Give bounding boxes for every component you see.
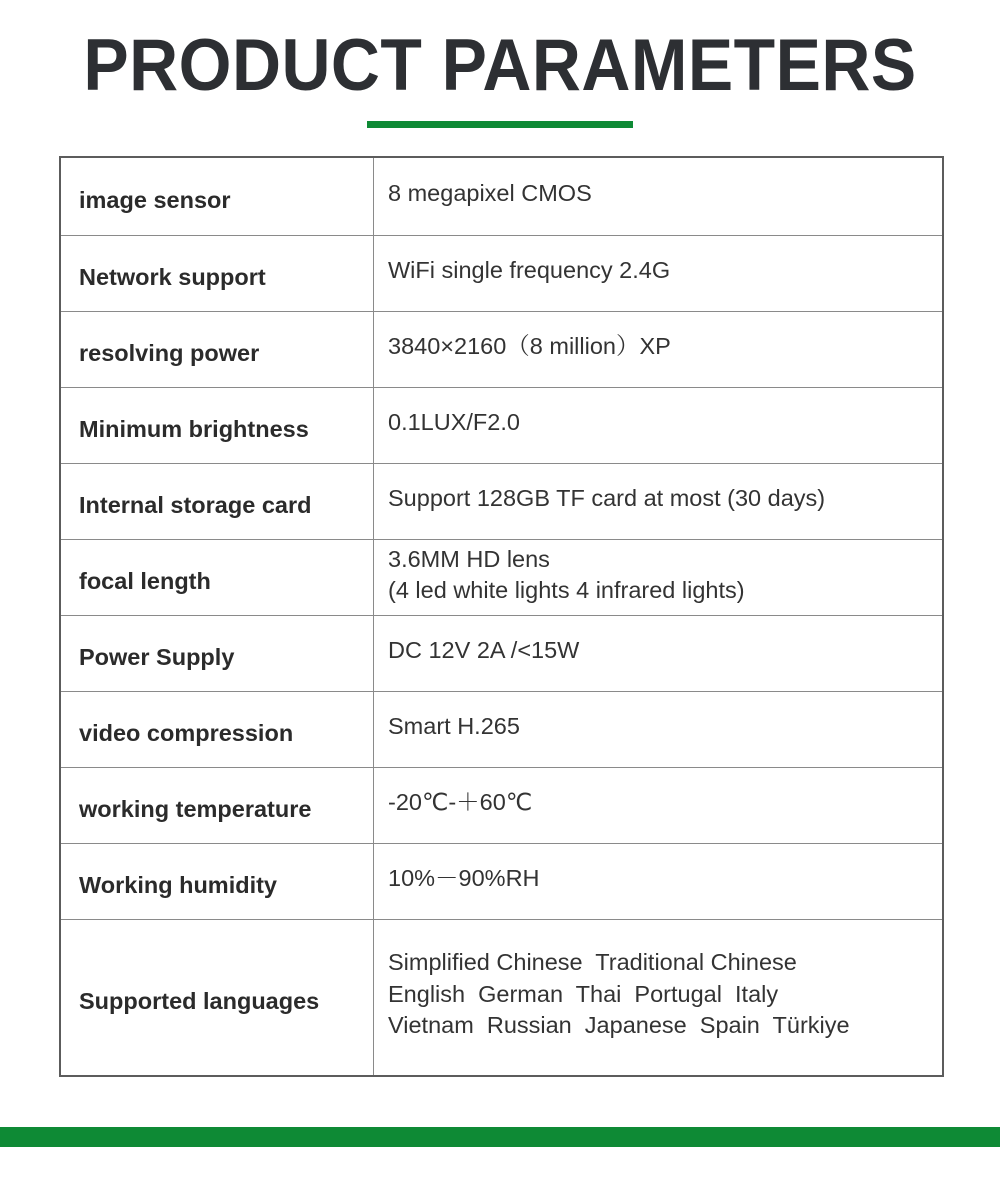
param-label: Network support [61, 236, 374, 311]
table-row [61, 158, 942, 235]
parameters-table [59, 156, 944, 1077]
param-value-line: 8 megapixel CMOS [388, 180, 592, 206]
param-value-line: (4 led white lights 4 infrared lights) [388, 576, 745, 603]
param-value-line: DC 12V 2A /<15W [388, 637, 580, 663]
param-value-line: -20℃-＋60℃ [388, 789, 533, 815]
table-row [61, 615, 942, 691]
param-label: working temperature [61, 768, 374, 843]
param-value [374, 920, 942, 1075]
param-value-line: 0.1LUX/F2.0 [388, 409, 520, 435]
param-value-line: 3.6MM HD lens [388, 545, 550, 572]
param-label: Minimum brightness [61, 388, 374, 463]
table-row [61, 691, 942, 767]
param-value [374, 844, 942, 919]
param-label: focal length [61, 540, 374, 615]
param-label: Supported languages [61, 920, 374, 1075]
param-value-line: 3840×2160（8 million）XP [388, 333, 671, 359]
table-row [61, 919, 942, 1075]
param-value [374, 464, 942, 539]
param-value-line: Vietnam Russian Japanese Spain Türkiye [388, 1012, 850, 1039]
page-title: PRODUCT PARAMETERS [83, 25, 917, 106]
table-row [61, 767, 942, 843]
table-row [61, 387, 942, 463]
param-value [374, 540, 942, 615]
param-label: Power Supply [61, 616, 374, 691]
title-accent-bar [367, 121, 633, 128]
param-value [374, 236, 942, 311]
param-value-line: WiFi single frequency 2.4G [388, 257, 671, 283]
table-row [61, 463, 942, 539]
param-value-line: Simplified Chinese Traditional Chinese [388, 949, 797, 976]
table-row [61, 311, 942, 387]
param-label: image sensor [61, 158, 374, 235]
param-value [374, 312, 942, 387]
param-value-line: 10%－90%RH [388, 865, 540, 891]
param-label: Working humidity [61, 844, 374, 919]
table-row [61, 235, 942, 311]
param-label: resolving power [61, 312, 374, 387]
param-value-line: English German Thai Portugal Italy [388, 980, 779, 1007]
param-label: Internal storage card [61, 464, 374, 539]
footer-accent-bar [0, 1127, 1000, 1147]
table-row [61, 843, 942, 919]
param-value-line: Smart H.265 [388, 713, 520, 739]
param-value [374, 388, 942, 463]
param-value [374, 768, 942, 843]
param-value [374, 158, 942, 235]
param-value-line: Support 128GB TF card at most (30 days) [388, 485, 826, 511]
param-label: video compression [61, 692, 374, 767]
table-row [61, 539, 942, 615]
param-value [374, 616, 942, 691]
param-value [374, 692, 942, 767]
